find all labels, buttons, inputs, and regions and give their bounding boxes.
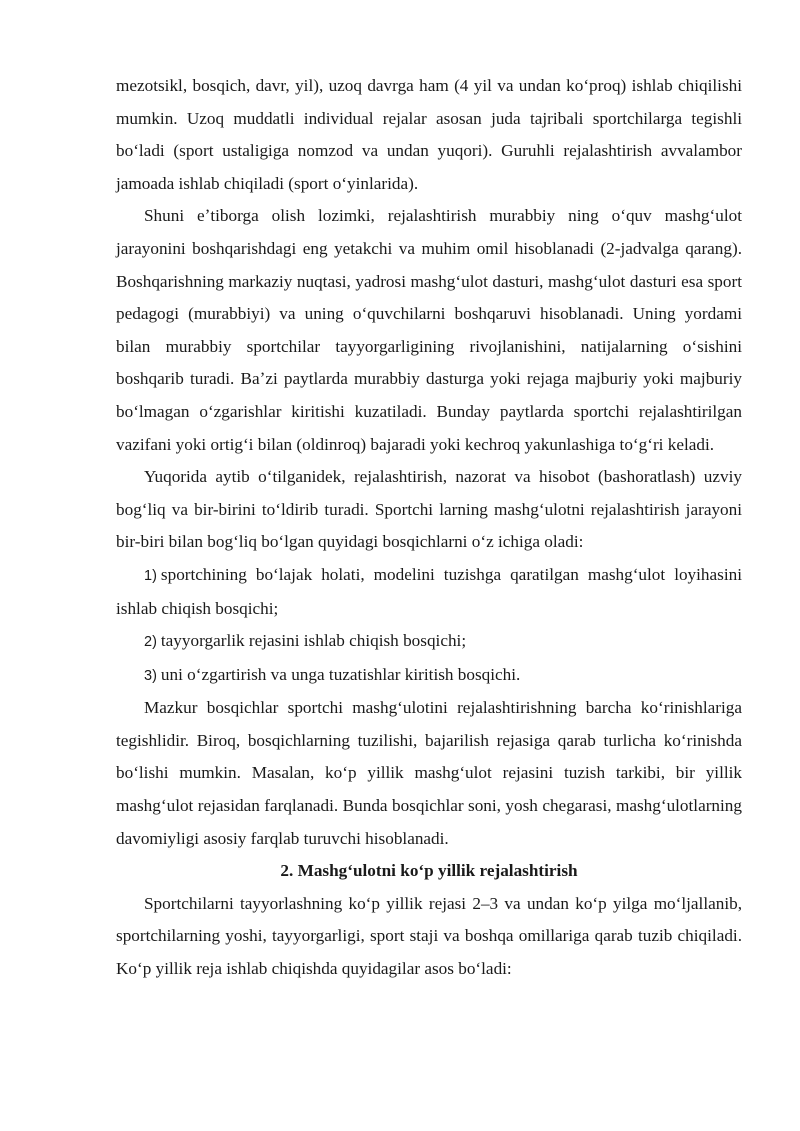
list-item xyxy=(116,625,742,659)
paragraph-continuation: mezotsikl, bosqich, davr, yil), uzoq davrga ham (4 yil va undan koʻproq) ishlab chiqilishi mumkin. Uzoq muddatli individual rejalar asosan juda tajribali sportchilarga tegishli boʻladi (sport ustaligiga nomzod va undan yuqori). Guruhli rejalashtirish avvalambor jamoada ishlab chiqiladi (sport oʻyinlarida). xyxy=(116,76,742,193)
list-text: tayyorgarlik rejasini ishlab chiqish bosqichi; xyxy=(160,631,467,651)
paragraph-planning-role: Shuni eʼtiborga olish lozimki, rejalashtirish murabbiy ning oʻquv mashgʻulot jarayonini boshqarishdagi eng yetakchi va muhim omil hisoblanadi (2-jadvalga qarang). Boshqarishning markaziy nuqtasi, yadrosi mashgʻulot dasturi, mashgʻulot dasturi esa sport pedagogi (murabbiyi) va uning oʻquvchilarni boshqaruvi hisoblanadi. Uning yordami bilan murabbiy sportchilar tayyorgarligining rivojlanishini, natijalarning oʻsishini boshqarib turadi. Baʼzi paytlarda murabbiy dasturga yoki rejaga majburiy yoki majburiy boʻlmagan oʻzgarishlar kiritishi kuzatiladi. Bunday paytlarda sportchi rejalashtirilgan vazifani yoki ortigʻi bilan (oldinroq) bajaradi yoki kechroq yakunlashiga toʻgʻri keladi. xyxy=(116,206,742,454)
list-number: 3) xyxy=(144,667,157,684)
paragraph-planning-stages-intro: Yuqorida aytib oʻtilganidek, rejalashtirish, nazorat va hisobot (bashoratlash) uzviy bogʻliq va bir-birini toʻldirib turadi. Sportchi larning mashgʻulotni rejalashtirish jarayoni bir-biri bilan bogʻliq boʻlgan quyidagi bosqichlarni oʻz ichiga oladi: xyxy=(116,467,742,552)
document-page xyxy=(116,70,742,986)
list-text: sportchining boʻlajak holati, modelini tuzishga qaratilgan mashgʻulot loyihasini ishlab chiqish bosqichi; xyxy=(116,564,742,618)
list-item xyxy=(116,659,742,693)
list-text: uni oʻzgartirish va unga tuzatishlar kiritish bosqichi. xyxy=(160,664,521,684)
section-heading: 2. Mashgʻulotni koʻp yillik rejalashtirish xyxy=(280,861,578,881)
list-number: 1) xyxy=(144,567,157,584)
paragraph-multiyear-plan: Sportchilarni tayyorlashning koʻp yillik rejasi 2–3 va undan koʻp yilga moʻljallanib, sportchilarning yoshi, tayyorgarligi, sport staji va boshqa omillariga qarab tuzib chiqiladi. Koʻp yillik reja ishlab chiqishda quyidagilar asos boʻladi: xyxy=(116,893,742,979)
list-number: 2) xyxy=(144,634,157,651)
paragraph-stages-apply: Mazkur bosqichlar sportchi mashgʻulotini rejalashtirishning barcha koʻrinishlariga tegishlidir. Biroq, bosqichlarning tuzilishi, bajarilish rejasiga qarab turlicha koʻrinishda boʻlishi mumkin. Masalan, koʻp yillik mashgʻulot rejasini tuzish tarkibi, bir yillik mashgʻulot rejasidan farqlanadi. Bunda bosqichlar soni, yosh chegarasi, mashgʻulotlarning davomiyligi asosiy farqlab turuvchi hisoblanadi. xyxy=(116,698,742,848)
list-item xyxy=(116,559,742,625)
